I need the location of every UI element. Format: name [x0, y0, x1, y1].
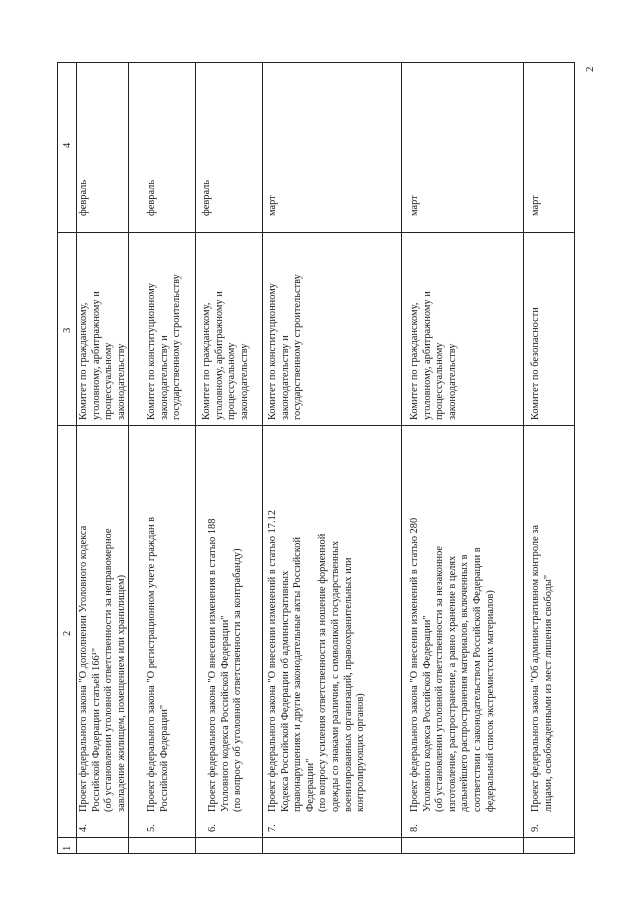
- row-title: Проект федерального закона "О внесении изменений в статью 17.12 Кодекса Российской Федерации об административных правонарушениях и другие законодательные акты Российской Федерации" (по вопросу усиления ответственности за ношение форменной одежды со знаками различия, с символикой государственных военизированных организаций, правоохранительных или контролирующих органов): [267, 510, 367, 812]
- column-divider: [57, 232, 575, 233]
- header-col-4: 4: [62, 142, 73, 148]
- row-committee: Комитет по конституционному законодательству и государственному строительству: [267, 274, 304, 420]
- row-month: февраль: [78, 179, 89, 216]
- row-number: 7.: [267, 824, 278, 832]
- row-divider: [523, 62, 524, 854]
- page-number: 2: [584, 66, 596, 72]
- row-title: Проект федерального закона "О регистрационном учете граждан в Российской Федерации": [146, 516, 170, 812]
- header-col-3: 3: [62, 327, 73, 333]
- row-number: 5.: [146, 824, 157, 832]
- row-number: 6.: [207, 824, 218, 832]
- row-committee: Комитет по гражданскому, уголовному, арбитражному и процессуальному законодательству: [201, 291, 250, 420]
- row-title: Проект федерального закона "О внесении изменения в статью 188 Уголовного кодекса Российской Федерации" (по вопросу об уголовной ответственности за контрабанду): [207, 518, 244, 812]
- row-title: Проект федерального закона "Об административном контроле за лицами, освобожденными из мест лишения свободы": [530, 524, 554, 812]
- row-committee: Комитет по гражданскому, уголовному, арбитражному и процессуальному законодательству: [78, 291, 127, 420]
- row-title: Проект федерального закона "О внесении изменений в статью 280 Уголовного кодекса Российской Федерации" (об установлении уголовной ответственности за незаконное изготовление, распространение, а равно хранение в целях дальнейшего распространения материалов, включенных в соответствии с законодательством Российской Федерации в федеральный список экстремистских материалов): [409, 517, 496, 812]
- header-divider: [76, 62, 77, 854]
- row-month: март: [409, 195, 420, 216]
- row-divider: [262, 62, 263, 854]
- row-committee: Комитет по гражданскому, уголовному, арбитражному и процессуальному законодательству: [409, 291, 458, 420]
- row-title: Проект федерального закона "О дополнении Уголовного кодекса Российской Федерации статьей 166¹" (об установлении уголовной ответственности за неправомерное завладение жилищем, помещением или хранилищем): [78, 525, 127, 812]
- column-divider: [57, 837, 575, 838]
- row-number: 9.: [530, 824, 541, 832]
- row-month: февраль: [146, 179, 157, 216]
- header-col-2: 2: [62, 630, 73, 636]
- row-divider: [401, 62, 402, 854]
- row-month: март: [267, 195, 278, 216]
- row-month: март: [530, 195, 541, 216]
- header-col-1: 1: [62, 845, 73, 851]
- row-committee: Комитет по конституционному законодательству и государственному строительству: [146, 274, 183, 420]
- row-number: 4.: [78, 824, 89, 832]
- row-number: 8.: [409, 824, 420, 832]
- row-divider: [195, 62, 196, 854]
- row-month: февраль: [201, 179, 212, 216]
- column-divider: [57, 425, 575, 426]
- row-committee: Комитет по безопасности: [530, 307, 541, 420]
